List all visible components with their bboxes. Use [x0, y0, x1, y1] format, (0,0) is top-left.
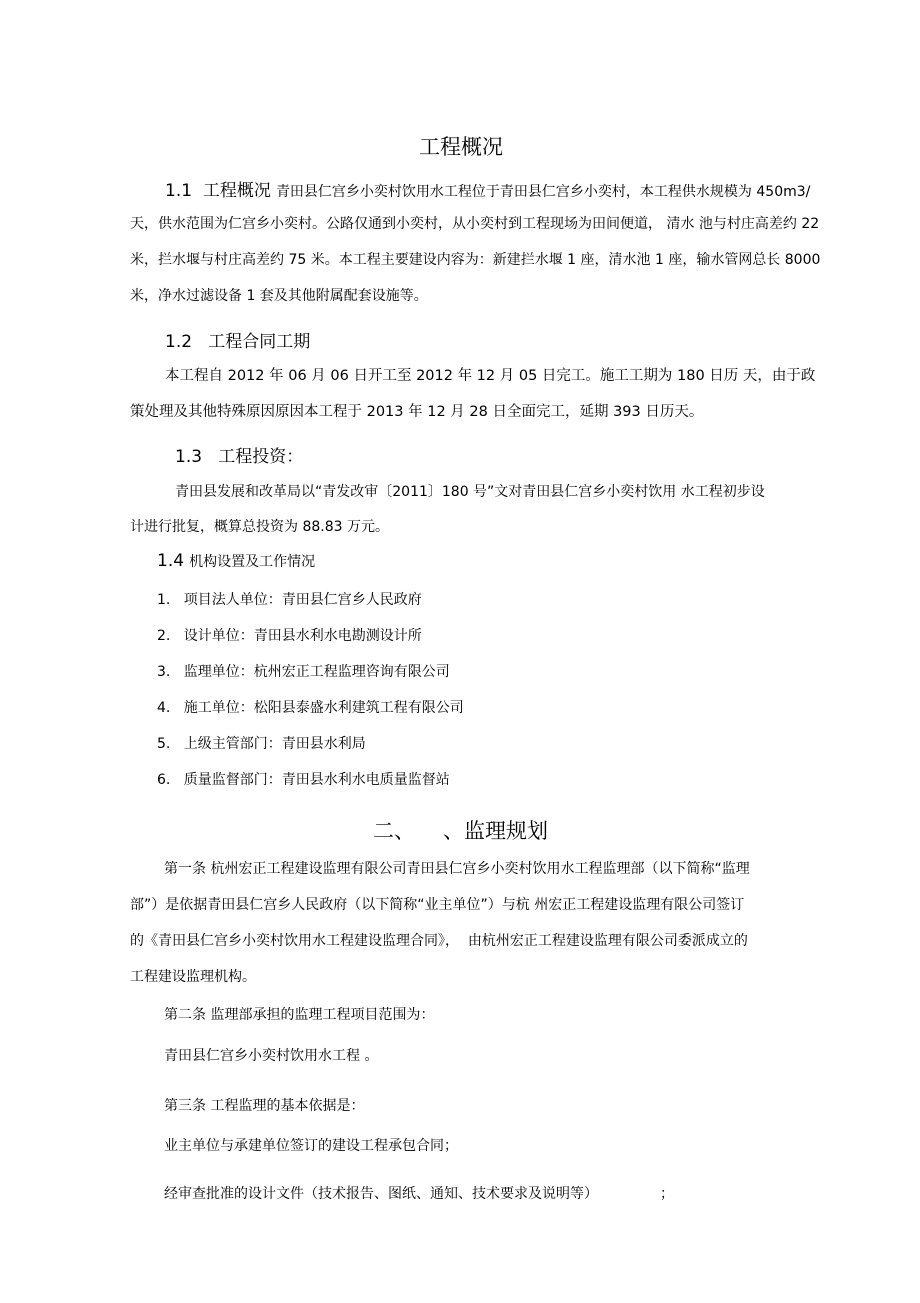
- section-1-1: [165, 176, 810, 201]
- section-1-3-line-1: 青田县发展和改革局以“青发改审〔2011〕180 号”文对青田县仁宫乡小奕村饮用 水工程初步设: [175, 484, 765, 500]
- section-1-4-title: 机构设置及工作情况: [189, 554, 316, 570]
- section-1-1-heading: 1.1 工程概况: [165, 181, 271, 201]
- article-1-line-2: 部”）是依据青田县仁宫乡人民政府（以下简称“业主单位”）与杭 州宏正工程建设监理有限公司签订: [130, 897, 745, 913]
- section-1-2-line-1: 本工程自 2012 年 06 月 06 日开工至 2012 年 12 月 05 日完工。施工工期为 180 日历 天，由于政: [165, 368, 816, 384]
- section-1-4-heading: [157, 551, 315, 571]
- article-3-item-1: 业主单位与承建单位签订的建设工程承包合同；: [164, 1138, 458, 1154]
- section-1-2-line-2: 策处理及其他特殊原因原因本工程于 2013 年 12 月 28 日全面完工，延期 393 日历天。: [130, 404, 704, 420]
- article-3-item-2-end: ；: [660, 1186, 674, 1202]
- section-1-3-heading: 1.3 工程投资：: [175, 447, 304, 467]
- org-list-item: 3. 监理单位：杭州宏正工程监理咨询有限公司: [157, 664, 450, 680]
- org-list-item: 4. 施工单位：松阳县泰盛水利建筑工程有限公司: [157, 700, 464, 716]
- section-1-1-line-1: 青田县仁宫乡小奕村饮用水工程位于青田县仁宫乡小奕村，本工程供水规模为 450m3/: [275, 184, 811, 200]
- org-list-item: 1. 项目法人单位：青田县仁宫乡人民政府: [157, 592, 422, 608]
- org-list-item: 6. 质量监督部门：青田县水利水电质量监督站: [157, 772, 450, 788]
- page-title: 工程概况: [419, 135, 503, 159]
- org-list-item: 2. 设计单位：青田县水利水电勘测设计所: [157, 628, 422, 644]
- section-1-1-line-2: 天，供水范围为仁宫乡小奕村。公路仅通到小奕村，从小奕村到工程现场为田间便道， 清水 池与村庄高差约 22: [130, 216, 820, 232]
- section-2-title: 、监理规划: [443, 819, 548, 843]
- article-1-line-4: 工程建设监理机构。: [130, 969, 256, 985]
- section-1-2-heading: 1.2 工程合同工期: [165, 332, 311, 352]
- article-1-line-3: 的《青田县仁宫乡小奕村饮用水工程建设监理合同》， 由杭州宏正工程建设监理有限公司委派成立的: [130, 933, 748, 949]
- section-1-4-number: 1.4: [157, 551, 185, 571]
- article-3-item-2: 经审查批准的设计文件（技术报告、图纸、通知、技术要求及说明等）: [164, 1186, 598, 1202]
- section-1-1-line-3: 米，拦水堰与村庄高差约 75 米。本工程主要建设内容为：新建拦水堰 1 座，清水池 1 座，输水管网总长 8000: [130, 252, 821, 268]
- article-3: 第三条 工程监理的基本依据是：: [164, 1098, 365, 1114]
- section-2-number: 二、: [373, 819, 415, 843]
- article-2: 第二条 监理部承担的监理工程项目范围为：: [164, 1007, 435, 1023]
- article-1-line-1: 第一条 杭州宏正工程建设监理有限公司青田县仁宫乡小奕村饮用水工程监理部（以下简称“监理: [164, 861, 750, 877]
- section-1-3-line-2: 计进行批复，概算总投资为 88.83 万元。: [130, 519, 389, 535]
- section-1-1-line-4: 米，净水过滤设备 1 套及其他附属配套设施等。: [130, 288, 428, 304]
- org-list-item: 5. 上级主管部门：青田县水利局: [157, 736, 366, 752]
- article-2-value: 青田县仁宫乡小奕村饮用水工程 。: [164, 1048, 379, 1064]
